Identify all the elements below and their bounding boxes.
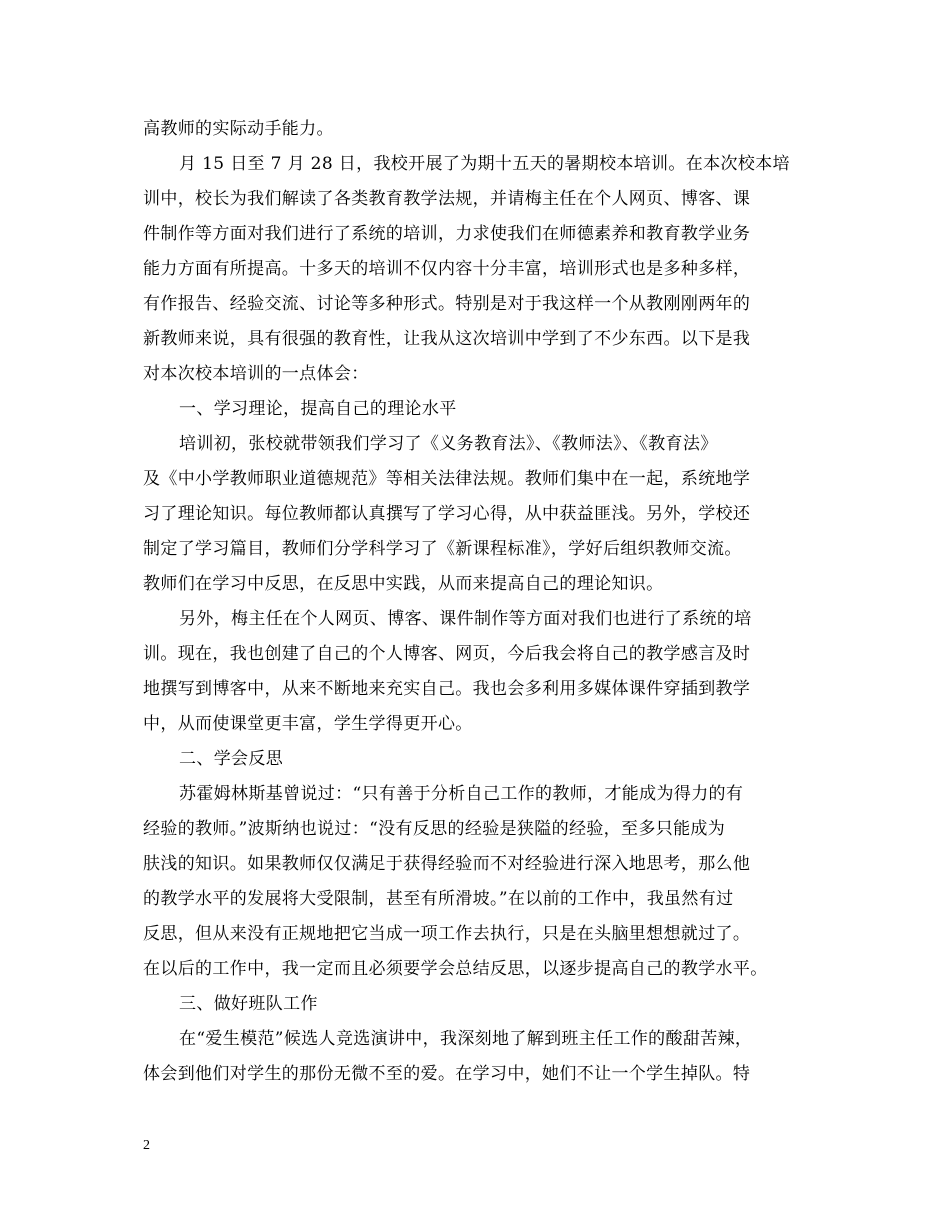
text-line: 一、学习理论，提高自己的理论水平 [179,399,457,419]
text-line: 能力方面有所提高。十多天的培训不仅内容十分丰富，培训形式也是多种多样， [143,259,751,279]
text-line: 有作报告、经验交流、讨论等多种形式。特别是对于我这样一个从教刚刚两年的 [143,294,751,314]
text-line: 高教师的实际动手能力。 [143,119,334,139]
text-line: 对本次校本培训的一点体会： [143,364,369,384]
text-line: 新教师来说，具有很强的教育性，让我从这次培训中学到了不少东西。以下是我 [143,329,751,349]
text-line: 经验的教师。”波斯纳也说过：“没有反思的经验是狭隘的经验，至多只能成为 [143,819,726,839]
text-line: 训中，校长为我们解读了各类教育教学法规，并请梅主任在个人网页、博客、课 [143,189,751,209]
text-line: 训。现在，我也创建了自己的个人博客、网页，今后我会将自己的教学感言及时 [143,644,751,664]
text-line: 肤浅的知识。如果教师仅仅满足于获得经验而不对经验进行深入地思考，那么他 [143,854,751,874]
text-line: 三、做好班队工作 [179,994,318,1014]
text-line: 另外，梅主任在个人网页、博客、课件制作等方面对我们也进行了系统的培 [179,609,752,629]
text-line: 的教学水平的发展将大受限制，甚至有所滑坡。”在以前的工作中，我虽然有过 [143,889,734,909]
text-line: 及《中小学教师职业道德规范》等相关法律法规。教师们集中在一起，系统地学 [143,469,751,489]
text-line: 体会到他们对学生的那份无微不至的爱。在学习中，她们不让一个学生掉队。特 [143,1064,751,1084]
text-line: 反思，但从来没有正规地把它当成一项工作去执行，只是在头脑里想想就过了。 [143,924,751,944]
text-line: 在以后的工作中，我一定而且必须要学会总结反思，以逐步提高自己的教学水平。 [143,959,768,979]
text-line: 苏霍姆林斯基曾说过：“只有善于分析自己工作的教师，才能成为得力的有 [179,784,744,804]
text-line: 制定了学习篇目，教师们分学科学习了《新课程标准》，学好后组织教师交流。 [143,539,742,559]
text-line: 教师们在学习中反思，在反思中实践，从而来提高自己的理论知识。 [143,574,664,594]
text-line: 习了理论知识。每位教师都认真撰写了学习心得，从中获益匪浅。另外，学校还 [143,504,751,524]
text-line: 月 15 日至 7 月 28 日，我校开展了为期十五天的暑期校本培训。在本次校本培 [179,154,790,174]
text-line: 件制作等方面对我们进行了系统的培训，力求使我们在师德素养和教育教学业务 [143,224,751,244]
page-number: 2 [143,1138,150,1153]
text-line: 二、学会反思 [179,749,284,769]
text-line: 中，从而使课堂更丰富，学生学得更开心。 [143,714,473,734]
document-body [143,112,827,1092]
text-line: 培训初，张校就带领我们学习了《义务教育法》、《教师法》、《教育法》 [179,434,718,454]
text-line: 在“爱生模范”候选人竞选演讲中，我深刻地了解到班主任工作的酸甜苦辣， [179,1029,753,1049]
text-line: 地撰写到博客中，从来不断地来充实自己。我也会多利用多媒体课件穿插到教学 [143,679,751,699]
